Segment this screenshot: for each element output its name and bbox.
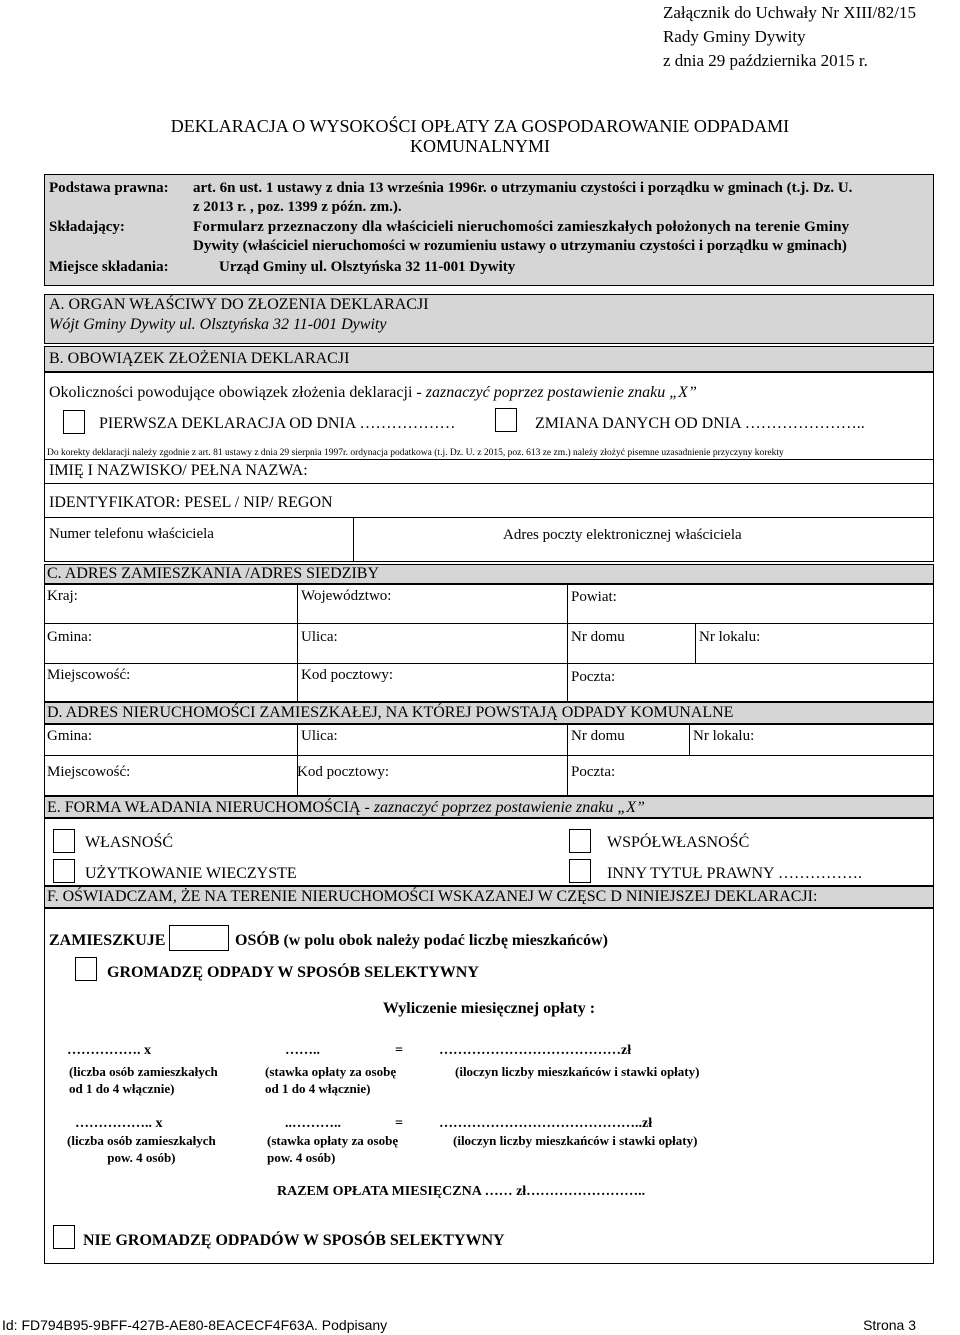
- divider: [297, 585, 298, 701]
- divider: [45, 755, 933, 756]
- resides-label: ZAMIESZKUJE: [49, 932, 166, 949]
- first-declaration-checkbox[interactable]: [63, 410, 85, 434]
- street-label: Ulica:: [301, 728, 338, 744]
- title-line-1: DEKLARACJA O WYSOKOŚCI OPŁATY ZA GOSPODAROWANIE ODPADAMI: [170, 116, 790, 136]
- email-label: Adres poczty elektronicznej właściciela: [503, 527, 742, 543]
- submitter-label: Składający:: [49, 219, 125, 235]
- section-f-header: [44, 886, 934, 908]
- divider: [695, 623, 696, 663]
- header-line-1: Załącznik do Uchwały Nr XIII/82/15: [662, 3, 916, 22]
- footer-id: Id: FD794B95-9BFF-427B-AE80-8EACECF4F63A. Podpisany: [2, 1317, 388, 1333]
- caption-line: (liczba osób zamieszkałych: [67, 1133, 216, 1148]
- post-office-label: Poczta:: [571, 764, 616, 780]
- selective-checkbox[interactable]: [75, 957, 97, 981]
- flat-no-label: Nr lokalu:: [693, 728, 755, 744]
- circumstances-instruction: zaznaczyć poprzez postawienie znaku „X”: [425, 384, 697, 401]
- document-title: [0, 116, 960, 156]
- caption-line: (stawka opłaty za osobę: [267, 1133, 399, 1148]
- section-d-body: [44, 724, 934, 796]
- title-line-2: KOMUNALNYMI: [410, 136, 550, 156]
- county-label: Powiat:: [571, 589, 617, 605]
- row2-persons-caption: [67, 1132, 216, 1166]
- name-label: IMIĘ I NAZWISKO/ PEŁNA NAZWA:: [49, 462, 308, 479]
- residents-count-input[interactable]: [169, 925, 229, 951]
- data-change-checkbox[interactable]: [495, 408, 517, 432]
- perpetual-use-label: UŻYTKOWANIE WIECZYSTE: [85, 865, 297, 882]
- voivodeship-label: Województwo:: [301, 588, 392, 604]
- section-f-heading: F. OŚWIADCZAM, ŻE NA TERENIE NIERUCHOMOŚCI WSKAZANEJ W CZĘSC D NINIEJSZEJ DEKLARACJI:: [47, 888, 818, 905]
- postcode-label: Kod pocztowy:: [301, 667, 394, 683]
- row2-result-caption: (iloczyn liczby mieszkańców i stawki opłaty): [453, 1133, 698, 1148]
- basis-text-1: art. 6n ust. 1 ustawy z dnia 13 września 1996r. o utrzymaniu czystości i porządku w gminach (t.j. Dz. U.: [193, 180, 853, 196]
- divider: [689, 725, 690, 755]
- row1-persons: ……………. x: [67, 1043, 151, 1058]
- calc-title: Wyliczenie miesięcznej opłaty :: [382, 1000, 596, 1017]
- street-label: Ulica:: [301, 629, 338, 645]
- section-d-header: [44, 702, 934, 724]
- non-selective-checkbox[interactable]: [53, 1225, 75, 1249]
- section-e-heading-line: [47, 798, 645, 818]
- house-no-label: Nr domu: [571, 629, 625, 645]
- row1-rate-caption: [265, 1063, 396, 1097]
- caption-line: od 1 do 4 włącznie): [69, 1081, 175, 1096]
- section-e-heading: E. FORMA WŁADANIA NIERUCHOMOŚCIĄ -: [47, 799, 370, 816]
- row2-result: ……………………………………..zł: [439, 1116, 653, 1131]
- correction-note: Do korekty deklaracji należy zgodnie z art. 81 ustawy z dnia 29 sierpnia 1997r. ordynacja podatkowa (t.j. Dz. U. z 2015, poz. 613 ze zm.) należy złożyć pisemne uzasadnienie przyczyny korekty: [47, 448, 784, 458]
- co-ownership-checkbox[interactable]: [569, 829, 591, 853]
- divider: [45, 483, 933, 484]
- section-b-body: [44, 372, 934, 562]
- non-selective-label: NIE GROMADZĘ ODPADÓW W SPOSÓB SELEKTYWNY: [83, 1232, 505, 1249]
- section-e-instruction: zaznaczyć poprzez postawienie znaku „X”: [373, 799, 645, 816]
- section-a-value: Wójt Gminy Dywity ul. Olsztyńska 32 11-001 Dywity: [49, 316, 387, 333]
- divider: [567, 725, 568, 795]
- first-declaration-label: PIERWSZA DEKLARACJA OD DNIA ………………: [99, 415, 456, 432]
- selective-label: GROMADZĘ ODPADY W SPOSÓB SELEKTYWNY: [107, 964, 479, 981]
- co-ownership-label: WSPÓŁWŁASNOŚĆ: [607, 834, 750, 851]
- basis-text-2: z 2013 r. , poz. 1399 z późn. zm.).: [193, 199, 402, 215]
- section-d-heading: D. ADRES NIERUCHOMOŚCI ZAMIESZKAŁEJ, NA KTÓREJ POWSTAJĄ ODPADY KOMUNALNE: [47, 704, 734, 721]
- divider: [45, 623, 933, 624]
- caption-line: pow. 4 osób): [107, 1150, 176, 1165]
- commune-label: Gmina:: [47, 629, 92, 645]
- caption-line: od 1 do 4 włącznie): [265, 1081, 371, 1096]
- intro-box: [44, 174, 934, 286]
- submitter-text-2: Dywity (właściciel nieruchomości w rozumieniu ustawy o utrzymaniu czystości i porządku w gminach): [193, 238, 847, 254]
- section-b-header: [44, 346, 934, 372]
- section-c-header: [44, 564, 934, 584]
- section-e-body: [44, 818, 934, 886]
- caption-line: pow. 4 osób): [267, 1150, 336, 1165]
- town-label: Miejscowość:: [47, 764, 131, 780]
- total-line: RAZEM OPŁATA MIESIĘCZNA …… zł……………………..: [277, 1184, 646, 1199]
- postcode-label: Kod pocztowy:: [297, 764, 390, 780]
- caption-line: (stawka opłaty za osobę: [265, 1064, 397, 1079]
- identifier-label: IDENTYFIKATOR: PESEL / NIP/ REGON: [49, 494, 333, 511]
- perpetual-use-checkbox[interactable]: [53, 859, 75, 883]
- ownership-label: WŁASNOŚĆ: [85, 834, 174, 851]
- row1-equals: =: [395, 1043, 403, 1058]
- divider: [45, 517, 933, 518]
- circumstances-text: Okoliczności powodujące obowiązek złożenia deklaracji -: [49, 384, 422, 401]
- phone-label: Numer telefonu właściciela: [49, 526, 214, 542]
- section-a-heading: A. ORGAN WŁAŚCIWY DO ZŁOZENIA DEKLARACJI: [49, 296, 429, 313]
- place-text: Urząd Gminy ul. Olsztyńska 32 11-001 Dywity: [219, 259, 516, 275]
- page-number: Strona 3: [863, 1317, 916, 1333]
- basis-label: Podstawa prawna:: [49, 180, 169, 196]
- section-b-heading: B. OBOWIĄZEK ZŁOŻENIA DEKLARACJI: [49, 350, 350, 367]
- header-line-3: z dnia 29 października 2015 r.: [662, 51, 868, 70]
- row2-rate: ..………..: [285, 1116, 341, 1131]
- row2-rate-caption: [267, 1132, 398, 1166]
- row1-result-caption: (iloczyn liczby mieszkańców i stawki opłaty): [455, 1064, 700, 1079]
- town-label: Miejscowość:: [47, 667, 131, 683]
- divider: [45, 459, 933, 460]
- section-e-header: [44, 796, 934, 818]
- section-a: [44, 294, 934, 344]
- section-c-body: [44, 584, 934, 702]
- submitter-text-1: Formularz przeznaczony dla właścicieli nieruchomości zamieszkałych położonych na terenie Gminy: [193, 219, 850, 235]
- row2-persons: …………….. x: [75, 1116, 163, 1131]
- divider: [353, 517, 354, 561]
- row1-result: …………………………………zł: [439, 1043, 632, 1058]
- place-label: Miejsce składania:: [49, 259, 169, 275]
- section-c-heading: C. ADRES ZAMIESZKANIA /ADRES SIEDZIBY: [47, 565, 380, 582]
- country-label: Kraj:: [47, 588, 78, 604]
- flat-no-label: Nr lokalu:: [699, 629, 761, 645]
- caption-line: (liczba osób zamieszkałych: [69, 1064, 218, 1079]
- persons-label: OSÓB (w polu obok należy podać liczbę mieszkańców): [235, 932, 608, 949]
- header-line-2: Rady Gminy Dywity: [662, 27, 806, 46]
- post-office-label: Poczta:: [571, 669, 616, 685]
- row1-persons-caption: [69, 1063, 218, 1097]
- section-f-body: [44, 908, 934, 1264]
- ownership-checkbox[interactable]: [53, 829, 75, 853]
- divider: [45, 663, 933, 664]
- row1-rate: ……..: [285, 1043, 320, 1058]
- circumstances-line: [49, 383, 697, 403]
- commune-label: Gmina:: [47, 728, 92, 744]
- data-change-label: ZMIANA DANYCH OD DNIA …………………..: [535, 415, 865, 432]
- house-no-label: Nr domu: [571, 728, 625, 744]
- row2-equals: =: [395, 1116, 403, 1131]
- other-title-label: INNY TYTUŁ PRAWNY …………….: [607, 865, 862, 882]
- divider: [297, 725, 298, 795]
- other-title-checkbox[interactable]: [569, 859, 591, 883]
- divider: [567, 585, 568, 701]
- attachment-header: [663, 2, 916, 72]
